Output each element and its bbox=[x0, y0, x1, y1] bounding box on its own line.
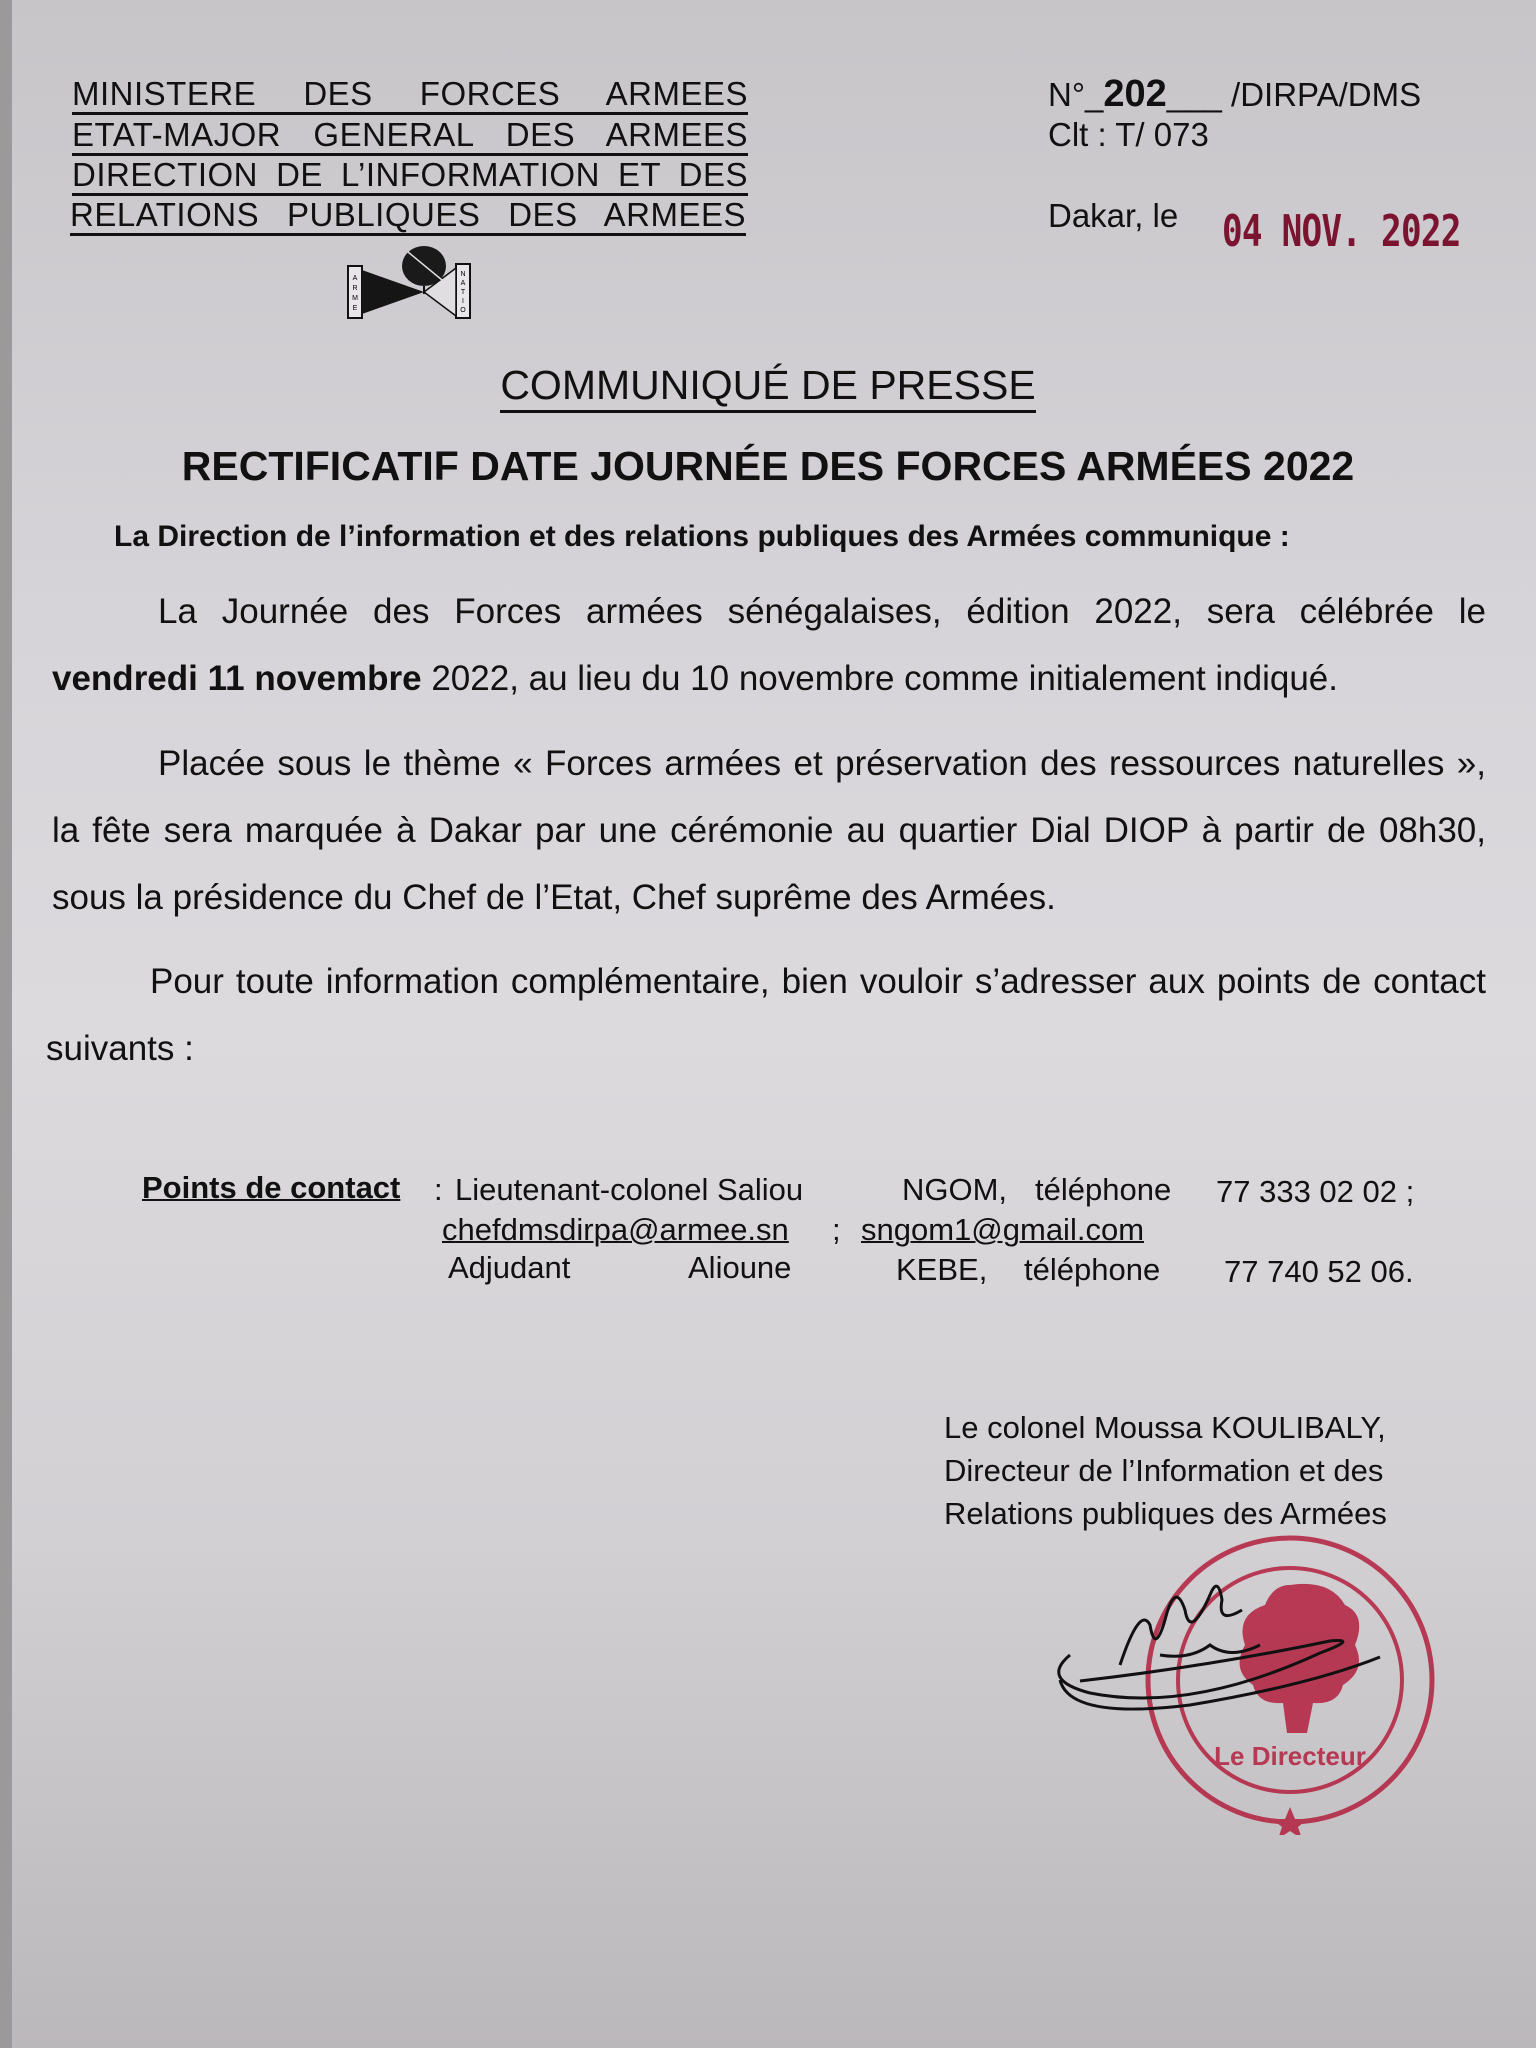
armee-nation-logo-icon bbox=[346, 240, 476, 322]
svg-text:I: I bbox=[462, 298, 464, 305]
place-label: Dakar, le bbox=[1048, 197, 1179, 234]
svg-text:M: M bbox=[352, 295, 358, 302]
svg-text:O: O bbox=[460, 307, 466, 314]
document-title: COMMUNIQUÉ DE PRESSE bbox=[0, 362, 1536, 409]
signatory-title-1: Directeur de l’Information et des bbox=[944, 1453, 1384, 1488]
signatory-title-2: Relations publiques des Armées bbox=[944, 1496, 1387, 1531]
classification: Clt : T/ 073 bbox=[1048, 116, 1209, 153]
ref-prefix: N°_ bbox=[1048, 76, 1104, 113]
contacts-label: Points de contact bbox=[142, 1170, 401, 1205]
contact2-rank: Adjudant bbox=[448, 1250, 571, 1285]
paragraph-theme: Placée sous le thème « Forces armées et préservation des ressources naturelles », la fête sera marquée à Dakar par une cérémonie au quartier Dial DIOP à partir de 08h30, sous la présidence du Chef de l’Etat, Chef suprême des Armées. bbox=[52, 744, 1486, 917]
contact2-phone: 77 740 52 06. bbox=[1224, 1254, 1414, 1289]
org-line-direction: DIRECTION DE L’INFORMATION ET DES bbox=[72, 157, 748, 196]
page-edge bbox=[0, 0, 12, 2048]
svg-text:A: A bbox=[460, 280, 466, 287]
contact1-surname: NGOM, bbox=[902, 1172, 1008, 1207]
contact1-rank: Lieutenant-colonel Saliou bbox=[455, 1172, 804, 1207]
contacts-separator: : bbox=[434, 1172, 443, 1207]
svg-text:E: E bbox=[352, 305, 358, 312]
lead-line: La Direction de l’information et des relations publiques des Armées communique : bbox=[114, 520, 1290, 553]
svg-text:R: R bbox=[352, 285, 358, 292]
svg-text:A: A bbox=[352, 275, 358, 282]
official-seal-icon bbox=[1040, 1515, 1440, 1835]
email-separator: ; bbox=[832, 1212, 841, 1247]
org-line-staff: ETAT-MAJOR GENERAL DES ARMEES bbox=[72, 117, 748, 156]
highlight-date: vendredi 11 novembre bbox=[52, 659, 422, 698]
svg-text:Le Directeur: Le Directeur bbox=[1214, 1741, 1366, 1771]
contact1-email-primary[interactable]: chefdmsdirpa@armee.sn bbox=[442, 1212, 789, 1247]
date-stamp: 04 NOV. 2022 bbox=[1222, 206, 1461, 257]
reference-number bbox=[1048, 73, 1422, 115]
document-subtitle: RECTIFICATIF DATE JOURNÉE DES FORCES ARMÉES 2022 bbox=[181, 443, 1355, 489]
contact1-phone-label: téléphone bbox=[1035, 1172, 1172, 1207]
signatory-name: Le colonel Moussa KOULIBALY, bbox=[944, 1410, 1386, 1445]
paragraph-date: La Journée des Forces armées sénégalaises, édition 2022, sera célébrée le vendredi 11 novembre 2022, au lieu du 10 novembre comme initialement indiqué. bbox=[52, 592, 1486, 698]
paragraph-contact-intro: Pour toute information complémentaire, bien vouloir s’adresser aux points de contact suivants : bbox=[46, 962, 1486, 1068]
contact2-surname: KEBE, bbox=[896, 1252, 988, 1287]
contact1-email-secondary[interactable]: sngom1@gmail.com bbox=[861, 1212, 1145, 1247]
ref-number: 202 bbox=[1103, 73, 1167, 115]
svg-text:N: N bbox=[460, 271, 466, 278]
svg-text:T: T bbox=[460, 289, 466, 296]
org-line-ministry: MINISTERE DES FORCES ARMEES bbox=[72, 76, 748, 115]
org-line-relations: RELATIONS PUBLIQUES DES ARMEES bbox=[70, 197, 746, 236]
contact2-first-name: Alioune bbox=[688, 1250, 792, 1285]
contact1-phone: 77 333 02 02 ; bbox=[1216, 1174, 1415, 1209]
ref-suffix: ___ /DIRPA/DMS bbox=[1166, 76, 1422, 113]
contact2-phone-label: téléphone bbox=[1024, 1252, 1161, 1287]
